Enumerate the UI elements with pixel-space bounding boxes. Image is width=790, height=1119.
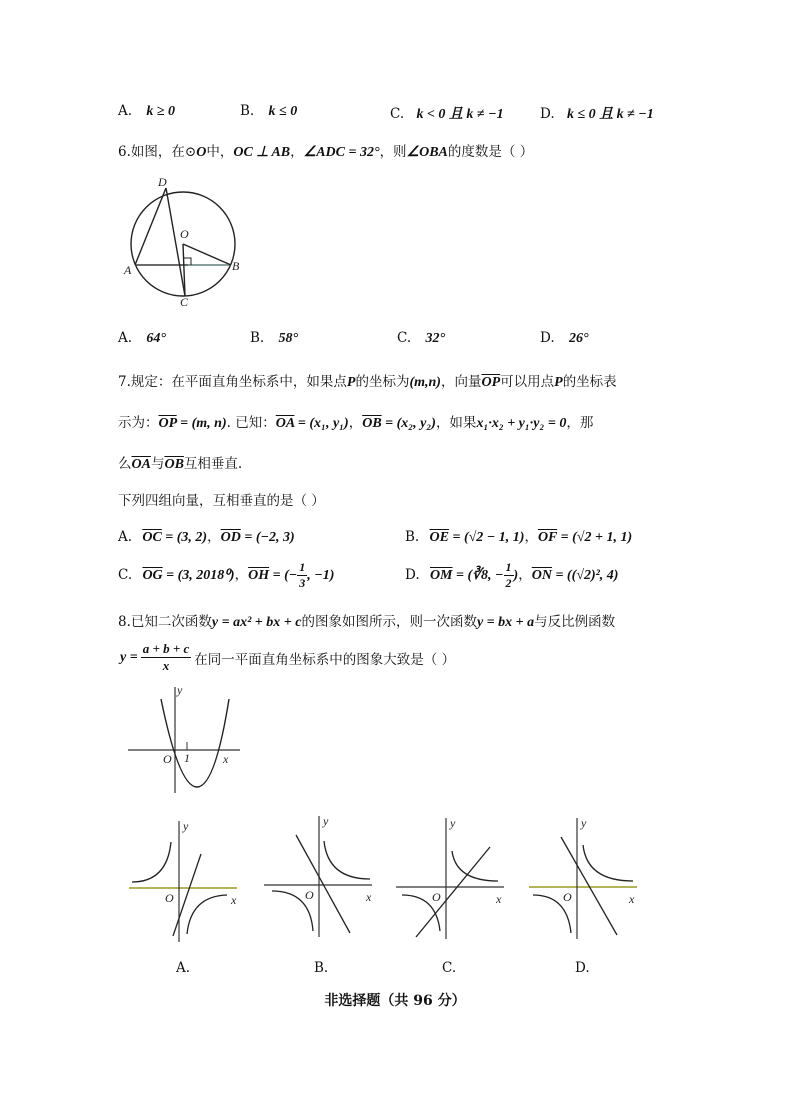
label-o: O [180, 227, 189, 241]
label-x: x [231, 893, 237, 907]
label-x: x [223, 752, 229, 766]
label-o: O [563, 890, 572, 904]
fraction-abc-over-x: $\frac{a + b + c}{x}$ [142, 641, 190, 673]
q5-option-d-text: k ≤ 0 且 k ≠ −1 [566, 107, 654, 122]
linear-line [296, 835, 350, 933]
q8-option-d-label: D. [575, 960, 590, 976]
q6-option-c: C. 32° [397, 330, 446, 346]
linear-line [173, 854, 201, 936]
q6-option-d: D. 26° [540, 330, 589, 346]
q7-line4: 下列四组向量，互相垂直的是（ ） [118, 493, 325, 509]
q7-option-c: C. $\overline{OG} = (3$, 2018⁰)，$\overline{OH}$ = (− $\frac{1}{3}$ , −1) [118, 560, 335, 590]
label-y: y [183, 819, 189, 833]
q6-circle-figure [118, 172, 248, 307]
q7-option-b: B. $\overline{OE} = (√2 - 1$, 1)，$\overline{OF} = (√2 + 1$, 1) [405, 529, 633, 545]
parabola-curve [161, 699, 229, 787]
label-y: y [323, 814, 329, 828]
q5-option-d: D. k ≤ 0 且 k ≠ −1 [540, 106, 654, 122]
q8-line2: y = $\frac{a + b + c}{x}$ 在同一平面直角坐标系中的图象大致是（ ） [120, 641, 456, 673]
q5-option-c-text: k < 0 且 k ≠ −1 [416, 107, 504, 122]
label-y: y [450, 816, 456, 830]
hyperbola-branch-q4 [187, 895, 227, 934]
q8-parabola-graph [125, 685, 245, 795]
label-d: D [158, 175, 167, 189]
hyperbola-branch-q1 [583, 845, 633, 881]
q6-option-b: B. 58° [250, 330, 299, 346]
fraction-one-third: $\frac{1}{3}$ [299, 560, 306, 590]
label-o: O [432, 890, 441, 904]
segment-ad [135, 188, 166, 265]
q6-stem: 6.如图，在⊙O中，OC ⊥ AB，∠ADC = 32°，则∠OBA的度数是（ ） [118, 144, 534, 160]
label-x: x [629, 892, 635, 906]
q8-line1: 8.已知二次函数y = ax² + bx + c的图象如图所示，则一次函数y = bx + a与反比例函数 [118, 614, 616, 630]
label-x: x [496, 892, 502, 906]
label-a: A [124, 263, 132, 277]
q8-graph-c [394, 815, 509, 940]
segment-dc [166, 188, 185, 296]
q7-line2: 示为：$\overline{OP} = (m$, n). 已知：$\overline{OA} = (x_1$, y₁)，$\overline{OB} = (x_2$, y₂)，如果x₁·x₂ + y₁·y₂ = 0，那 [118, 415, 594, 431]
label-y: y [581, 816, 587, 830]
q5-option-a-text: k ≥ 0 [146, 104, 176, 119]
fraction-one-half: $\frac{1}{2}$ [505, 560, 512, 590]
q5-option-b: B. k ≤ 0 [240, 103, 298, 119]
q8-graph-a [127, 818, 242, 943]
segment-ob [183, 244, 231, 265]
q6-option-a: A. 64° [118, 330, 166, 346]
label-one: 1 [184, 751, 190, 765]
q7-option-d: D. $\overline{OM}$ = (∛8, − $\frac{1}{2}$ )，$\overline{ON} = ((√2)^2$, 4) [405, 560, 619, 590]
linear-line [416, 847, 490, 937]
label-o: O [163, 752, 172, 766]
q7-line3: 么$\overline{OA}$与$\overline{OB}$互相垂直. [118, 456, 243, 472]
q5-option-a: A. k ≥ 0 [118, 103, 176, 119]
q5-option-b-text: k ≤ 0 [268, 104, 298, 119]
label-x: x [366, 890, 372, 904]
q7-line1: 7.规定：在平面直角坐标系中，如果点P的坐标为(m,n)，向量$\overline{OP}$可以用点P的坐标表 [118, 374, 617, 390]
q7-option-a: A. $\overline{OC} = (3$, 2)，$\overline{OD} = (-2$, 3) [118, 529, 295, 545]
hyperbola-branch-q2 [132, 842, 171, 882]
q8-option-b-label: B. [314, 960, 329, 976]
label-c: C [180, 295, 189, 307]
hyperbola-branch-q1 [324, 841, 370, 879]
label-b: B [232, 259, 240, 273]
q8-option-a-label: A. [176, 960, 191, 976]
q8-option-c-label: C. [442, 960, 457, 976]
label-o: O [165, 891, 174, 905]
label-o: O [305, 888, 314, 902]
right-angle-mark [184, 258, 191, 265]
q5-option-c: C. k < 0 且 k ≠ −1 [390, 106, 504, 122]
q8-graph-d [527, 815, 642, 940]
q8-graph-b [262, 813, 377, 938]
label-y: y [177, 685, 183, 697]
section-title: 非选择题（共 96 分） [324, 993, 466, 1009]
linear-line [561, 837, 617, 935]
